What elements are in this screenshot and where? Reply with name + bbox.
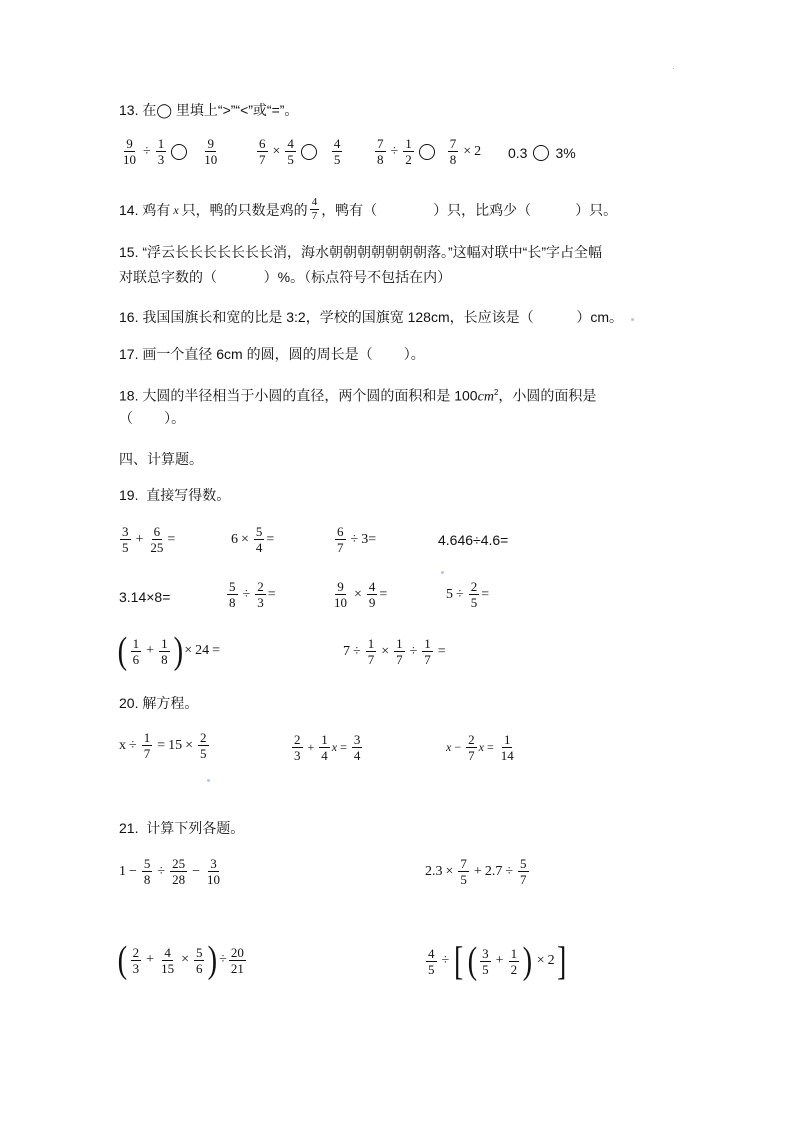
q19-d: 4.646÷4.6= [438, 532, 509, 548]
q19-h: 5 ÷ $\frac{2}{5}$ = [446, 579, 490, 610]
q15-line2: 对联总字数的（ ）%。（标点符号不包括在内） [119, 269, 452, 285]
q19-f: $\frac{5}{8}$ ÷ $\frac{2}{3}$ = [229, 579, 276, 610]
scan-speck [441, 571, 444, 574]
scan-speck [631, 318, 634, 321]
q13-expr-3: $\frac{7}{8}$ ÷ $\frac{1}{2}$ $\frac{7}{8}$ × 2 [377, 136, 482, 167]
q13-expr-2: $\frac{6}{7}$ × $\frac{4}{5}$ $\frac{4}{5}$ [259, 136, 341, 167]
q16: 16. 我国国旗长和宽的比是 3:2，学校的国旗宽 128cm，长应该是（ ）cm。 [119, 309, 624, 325]
q21-c: ( $\frac{2}{3}$ + $\frac{4}{15}$ × $\frac{5}{6}$ ) ÷ $\frac{20}{21}$ [117, 939, 244, 981]
q19-j: 7 ÷ $\frac{1}{7}$ × $\frac{1}{7}$ ÷ $\frac{1}{7}$ = [343, 636, 446, 667]
q19-c: $\frac{6}{7}$ ÷ 3 = [337, 524, 377, 555]
q18-line1: 18. 大圆的半径相当于小圆的直径，两个圆的面积和是 $100cm^2$，小圆的面积是 [119, 387, 597, 405]
corner-mark: · [672, 64, 675, 73]
answer-circle[interactable] [171, 144, 187, 160]
q19-e: 3.14×8= [119, 589, 171, 605]
answer-circle[interactable] [533, 145, 549, 161]
q13-expr-4: 0.3 3% [508, 145, 576, 161]
q18-line2: （ ）。 [119, 410, 186, 426]
q14: 14. 鸡有 x 只，鸭的只数是鸡的 $\frac{4}{7}$ ，鸭有（ ）只，比鸡少（ ）只。 [119, 196, 618, 222]
answer-circle[interactable] [301, 144, 317, 160]
q20-a: x ÷ $\frac{1}{7}$ = 15 × $\frac{2}{5}$ [119, 730, 207, 761]
answer-circle[interactable] [419, 144, 435, 160]
q19-g: $\frac{9}{10}$ × $\frac{4}{9}$ = [334, 579, 388, 610]
q17: 17. 画一个直径 6cm 的圆，圆的周长是（ ）。 [119, 346, 425, 362]
q13-expr-1: $\frac{9}{10}$ ÷ $\frac{1}{3}$ $\frac{9}{10}$ [123, 136, 218, 167]
q21-b: 2.3 × $\frac{7}{5}$ + 2.7 ÷ $\frac{5}{7}$ [425, 856, 527, 887]
scan-speck [207, 779, 210, 782]
q20-title: 20. 解方程。 [119, 695, 199, 711]
section-title: 四、计算题。 [119, 451, 203, 467]
q21-d: $\frac{4}{5}$ ÷ [ ( $\frac{3}{5}$ + $\frac{1}{2}$ ) × 2 ] [428, 938, 566, 983]
q19-b: 6 × $\frac{5}{4}$ = [231, 524, 275, 555]
q19-a: $\frac{3}{5}$ + $\frac{6}{25}$ = [122, 524, 176, 555]
q15-line1: 15. “浮云长长长长长长长消，海水朝朝朝朝朝朝朝落。”这幅对联中“长”字占全幅 [119, 244, 602, 260]
q19-title: 19. 直接写得数。 [119, 487, 231, 503]
q21-title: 21. 计算下列各题。 [119, 820, 245, 836]
q19-i: ( $\frac{1}{6}$ + $\frac{1}{8}$ ) × 24 = [117, 630, 221, 672]
q21-a: 1 − $\frac{5}{8}$ ÷ $\frac{25}{28}$ − $\frac{3}{10}$ [119, 856, 220, 887]
q13-title: 13. 在◯ 里填上“>”“<”或“=”。 [119, 102, 299, 118]
q20-c: x − $\frac{2}{7}$ x = $\frac{1}{14}$ [446, 732, 514, 763]
q20-b: $\frac{2}{3}$ + $\frac{1}{4}$ x = $\frac{3}{4}$ [294, 732, 361, 763]
